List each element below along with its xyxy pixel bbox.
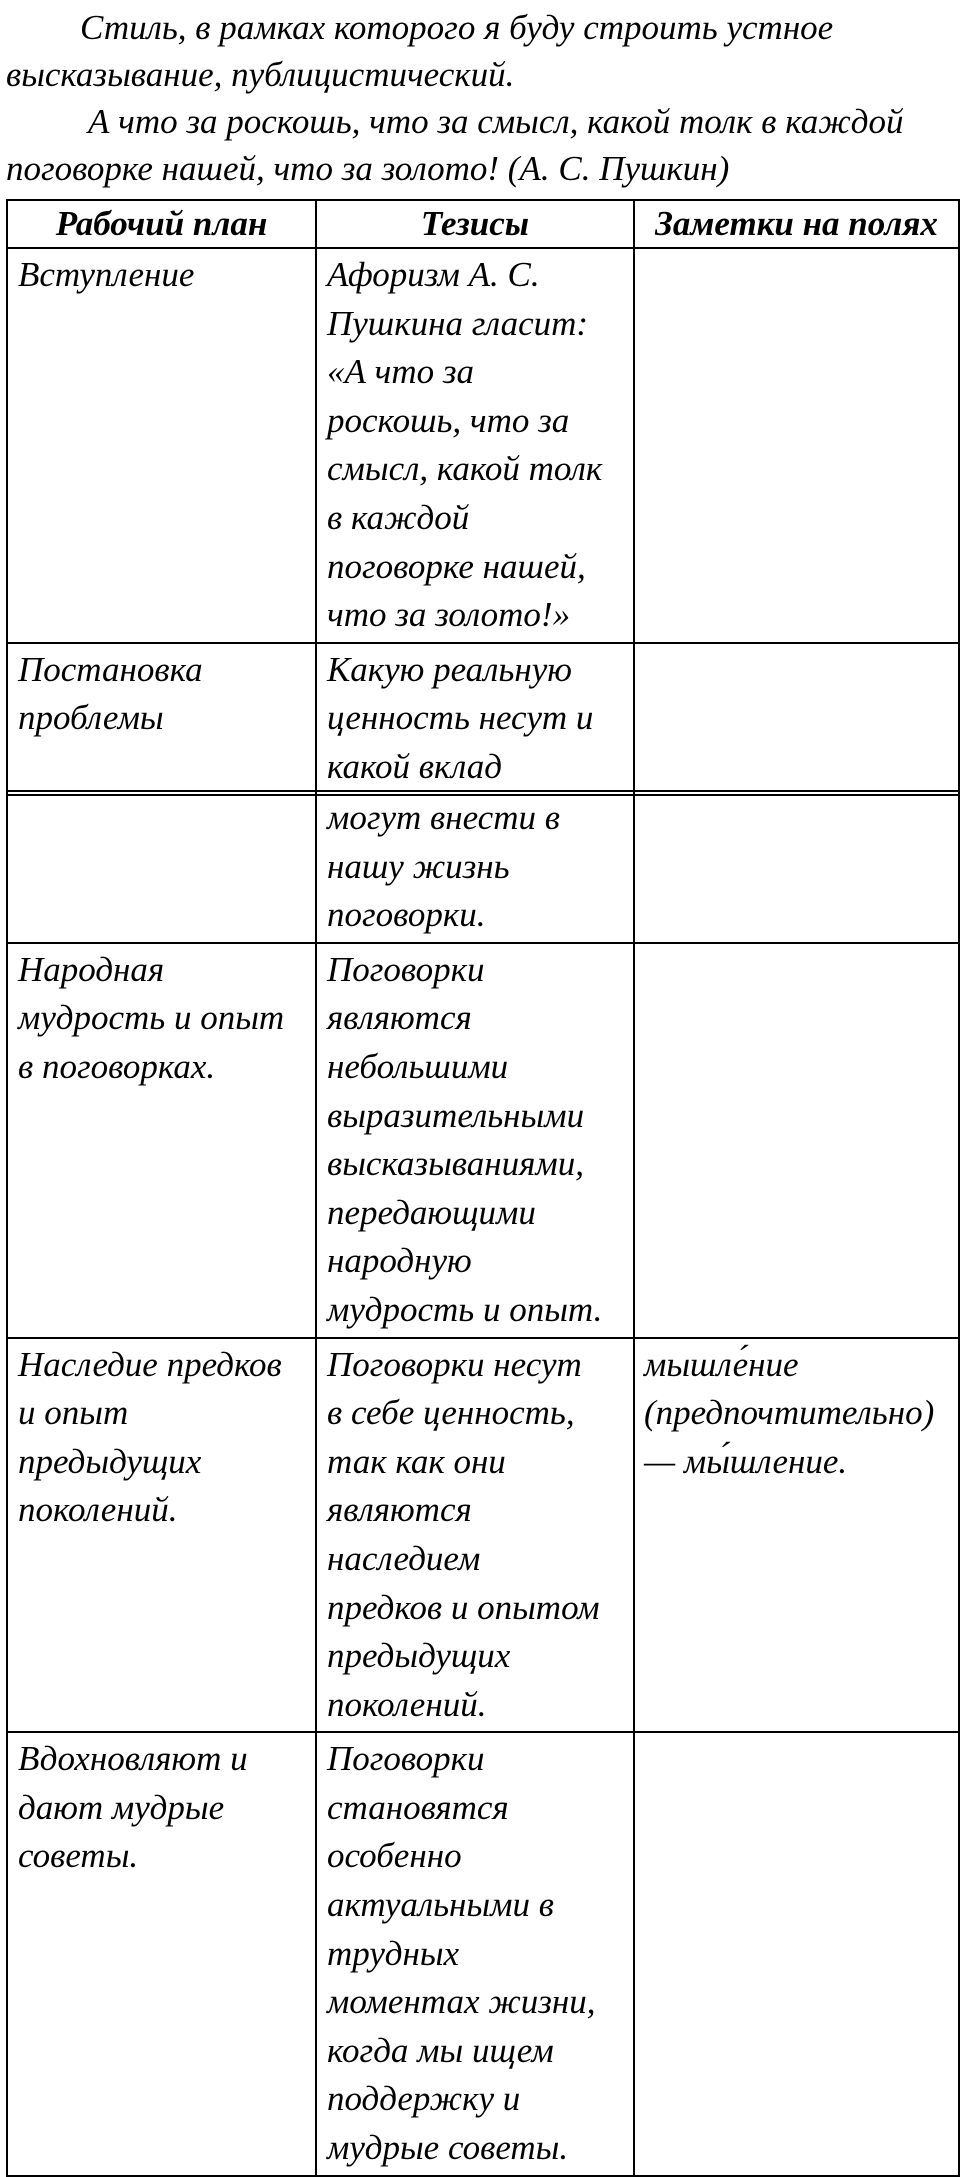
thesis-cell-line: «А что за [327, 352, 475, 392]
thesis-cell-line: в каждой [327, 497, 470, 537]
plan-cell-line: советы. [18, 1836, 139, 1876]
plan-cell-line: поколений. [18, 1490, 178, 1530]
thesis-cell-line: предыдущих [327, 1636, 511, 1676]
thesis-cell-line: смысл, какой толк [327, 449, 603, 489]
plan-cell-line: Постановка [18, 649, 203, 689]
pushkin-quote: А что за роскошь, что за смысл, какой толк в каждой поговорке нашей, что за золото! (А. С. Пушкин) [6, 102, 904, 188]
notes-cell [634, 1338, 959, 1733]
notes-cell [634, 943, 959, 1338]
thesis-cell-line: Какую реальную [327, 649, 572, 689]
thesis-cell-line: передающими [327, 1192, 536, 1232]
plan-cell-line: Вдохновляют и [18, 1739, 248, 1779]
thesis-cell-line: что за золото!» [327, 595, 571, 635]
thesis-cell-line: роскошь, что за [327, 400, 570, 440]
table-header-row [7, 200, 959, 248]
thesis-cell [316, 1732, 634, 2175]
plan-cell-line: Наследие предков [18, 1344, 282, 1384]
thesis-cell-line: становятся [327, 1787, 509, 1827]
header-theses: Тезисы [316, 200, 634, 248]
plan-cell [7, 943, 316, 1338]
notes-cell [634, 791, 959, 943]
thesis-cell-line: могут внести в [327, 798, 560, 837]
plan-cell-line: Народная [18, 949, 165, 989]
header-notes: Заметки на полях [634, 200, 959, 248]
notes-cell-line: (предпочтительно) [644, 1393, 935, 1433]
plan-cell-line: проблемы [18, 698, 164, 738]
thesis-cell-line: Афоризм А. С. [327, 255, 540, 294]
plan-cell-line: мудрость и опыт [18, 998, 285, 1038]
thesis-cell-line: Поговорки несут [327, 1344, 582, 1384]
thesis-cell [316, 943, 634, 1338]
thesis-cell-line: нашу жизнь [327, 846, 510, 886]
plan-cell [7, 791, 316, 943]
thesis-cell-line: являются [327, 998, 472, 1038]
thesis-cell-line: в себе ценность, [327, 1393, 575, 1433]
thesis-cell-line: высказываниями, [327, 1144, 584, 1184]
table-row [7, 1732, 959, 2175]
plan-cell-line: предыдущих [18, 1441, 202, 1481]
thesis-cell-line: предков и опытом [327, 1587, 600, 1627]
thesis-cell-line: наследием [327, 1538, 481, 1578]
notes-cell [634, 248, 959, 643]
plan-cell-line: и опыт [18, 1393, 129, 1433]
plan-table-part-1 [6, 199, 960, 796]
table-row [7, 1338, 959, 1733]
thesis-cell-line: моментах жизни, [327, 1982, 596, 2022]
thesis-cell-line: Поговорки [327, 949, 485, 989]
thesis-cell-line: поколений. [327, 1684, 487, 1724]
notes-cell-line: — мы́шление. [644, 1441, 848, 1481]
thesis-cell-line: Поговорки [327, 1739, 485, 1779]
plan-cell [7, 1732, 316, 2175]
plan-cell [7, 248, 316, 643]
thesis-cell-line: особенно [327, 1836, 462, 1876]
plan-cell [7, 643, 316, 795]
thesis-cell [316, 791, 634, 943]
style-statement: Стиль, в рамках которого я буду строить устное высказывание, публицистический. [6, 8, 834, 94]
thesis-cell-line: какой вклад [327, 746, 502, 786]
table-row [7, 791, 959, 943]
thesis-cell-line: мудрые советы. [327, 2128, 569, 2168]
thesis-cell-line: актуальными в [327, 1885, 554, 1925]
notes-cell [634, 1732, 959, 2175]
header-plan: Рабочий план [7, 200, 316, 248]
thesis-cell-line: поговорки. [327, 895, 486, 935]
thesis-cell-line: ценность несут и [327, 698, 594, 738]
thesis-cell-line: трудных [327, 1933, 460, 1973]
table-row [7, 248, 959, 643]
table-row [7, 643, 959, 795]
thesis-cell-line: небольшими [327, 1046, 509, 1086]
thesis-cell-line: народную [327, 1241, 472, 1281]
table-row [7, 943, 959, 1338]
thesis-cell [316, 643, 634, 795]
thesis-cell-line: поговорке нашей, [327, 546, 586, 586]
plan-cell-line: дают мудрые [18, 1787, 225, 1827]
plan-cell [7, 1338, 316, 1733]
thesis-cell [316, 1338, 634, 1733]
thesis-cell-line: когда мы ищем [327, 2030, 554, 2070]
thesis-cell-line: поддержку и [327, 2079, 521, 2119]
thesis-cell-line: Пушкина гласит: [327, 303, 589, 343]
notes-cell-line: мышле́ние [644, 1344, 799, 1384]
thesis-cell-line: так как они [327, 1441, 506, 1481]
thesis-cell-line: выразительными [327, 1095, 585, 1135]
plan-cell-line: в поговорках. [18, 1046, 216, 1086]
plan-cell-line: Вступление [18, 255, 195, 294]
thesis-cell [316, 248, 634, 643]
plan-table-part-2 [6, 790, 960, 2177]
thesis-cell-line: мудрость и опыт. [327, 1289, 603, 1329]
thesis-cell-line: являются [327, 1490, 472, 1530]
notes-cell [634, 643, 959, 795]
